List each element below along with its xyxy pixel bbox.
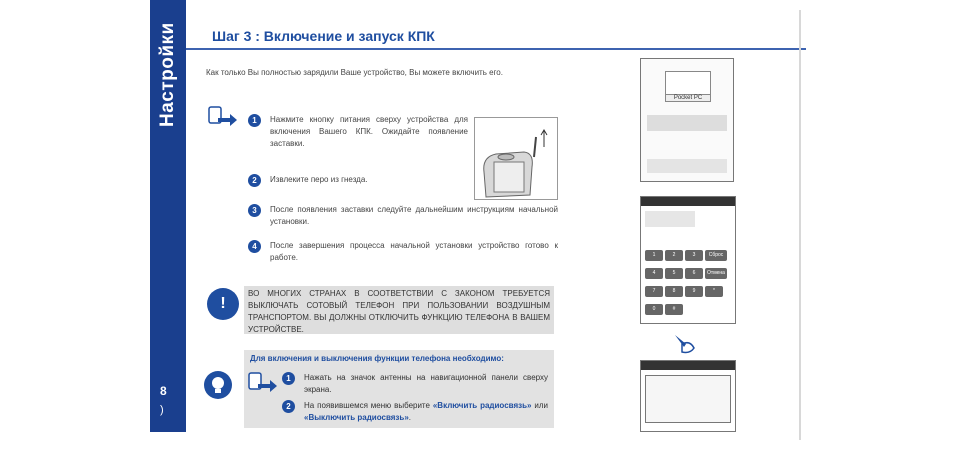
nav-bar <box>641 361 735 370</box>
tip-box <box>244 350 554 428</box>
step-text <box>304 400 548 424</box>
option-disable-radio: «Выключить радиосвязь» <box>304 413 409 422</box>
hand-arrow-icon <box>248 372 278 394</box>
keypad-key[interactable]: 8 <box>665 286 683 297</box>
tip-title: Для включения и выключения функции телефона необходимо: <box>250 354 504 363</box>
option-enable-radio: «Включить радиосвязь» <box>432 401 532 410</box>
keypad-key[interactable]: 6 <box>685 268 703 279</box>
lightbulb-icon <box>203 370 233 400</box>
keypad-key[interactable]: 7 <box>645 286 663 297</box>
keypad-key[interactable]: Отмена <box>705 268 727 279</box>
section-title: Настройки <box>157 22 178 128</box>
step-text: Нажмите кнопку питания сверху устройства для включения Вашего КПК. Ожидайте появление заставки. <box>270 115 468 148</box>
keypad-key[interactable]: # <box>665 304 683 315</box>
step-3 <box>248 204 558 228</box>
intro-text: Как только Вы полностью зарядили Ваше устройство, Вы можете включить его. <box>206 68 503 77</box>
tip-step-1 <box>282 372 548 396</box>
radio-popup-menu <box>645 375 731 423</box>
tip-text-suffix: . <box>408 413 412 422</box>
keypad-key[interactable]: 4 <box>645 268 663 279</box>
page-number: 8 <box>160 384 167 398</box>
splash-screen-thumbnail <box>640 58 734 182</box>
step-text: После завершения процесса начальной установки устройство готово к работе. <box>270 241 558 262</box>
keypad-key[interactable]: * <box>705 286 723 297</box>
step-text: После появления заставки следуйте дальнейшим инструкциям начальной установки. <box>270 205 558 226</box>
welcome-text-area <box>645 211 695 227</box>
warning-box: ВО МНОГИХ СТРАНАХ В СООТВЕТСТВИИ С ЗАКОНОМ ТРЕБУЕТСЯ ВЫКЛЮЧАТЬ СОТОВЫЙ ТЕЛЕФОН ПРИ ПОЛЬЗОВАНИИ ВОЗДУШНЫМ ТРАНСПОРТОМ. ВЫ ДОЛЖНЫ ОТКЛЮЧИТЬ ФУНКЦИЮ ТЕЛЕФОНА В ВАШЕМ УСТРОЙСТВЕ. <box>244 286 554 334</box>
instruction-area <box>647 115 727 131</box>
step-number: 3 <box>248 204 261 217</box>
keypad-key[interactable]: 2 <box>665 250 683 261</box>
brand-label: Pocket PC <box>665 94 711 102</box>
step-2 <box>248 174 468 187</box>
tip-text-prefix: На появившемся меню выберите <box>304 401 433 410</box>
step-text: Извлеките перо из гнезда. <box>270 175 368 184</box>
step-text: Нажать на значок антенны на навигационной панели сверху экрана. <box>304 373 548 394</box>
step-number: 1 <box>248 114 261 127</box>
sidebar <box>150 0 186 432</box>
hand-arrow-icon <box>208 106 238 128</box>
page-title: Шаг 3 : Включение и запуск КПК <box>212 28 435 44</box>
keypad-key[interactable]: 9 <box>685 286 703 297</box>
warning-icon: ! <box>207 288 239 320</box>
tip-step-2 <box>282 400 548 424</box>
step-number: 2 <box>282 400 295 413</box>
page-mark: ) <box>160 404 164 416</box>
step-number: 4 <box>248 240 261 253</box>
step-number: 1 <box>282 372 295 385</box>
keypad-key[interactable]: 5 <box>665 268 683 279</box>
page-edge <box>799 10 801 440</box>
stylus-hand-icon <box>672 332 696 354</box>
step-1 <box>248 114 468 150</box>
tip-text-middle: или <box>531 401 548 410</box>
phone-keypad-thumbnail <box>640 196 736 324</box>
windows-logo-icon <box>665 71 711 95</box>
keypad-key[interactable]: 1 <box>645 250 663 261</box>
copyright-area <box>647 159 727 173</box>
pda-illustration <box>474 117 558 200</box>
step-number: 2 <box>248 174 261 187</box>
step-4 <box>248 240 558 264</box>
nav-bar <box>641 197 735 206</box>
keypad-key[interactable]: Сброс <box>705 250 727 261</box>
keypad-key[interactable]: 3 <box>685 250 703 261</box>
radio-menu-thumbnail <box>640 360 736 432</box>
keypad <box>644 249 732 321</box>
keypad-key[interactable]: 0 <box>645 304 663 315</box>
header-rule <box>186 48 806 50</box>
